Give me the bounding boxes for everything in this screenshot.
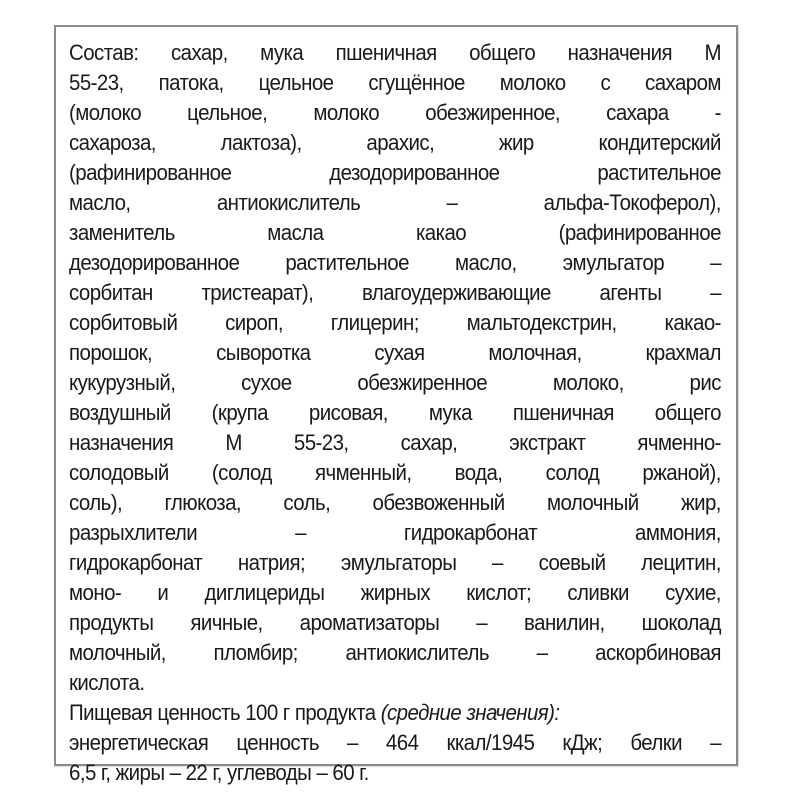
composition-line: разрыхлители – гидрокарбонат аммония, xyxy=(69,520,721,545)
ingredients-text xyxy=(69,38,721,788)
composition-line: соль), глюкоза, соль, обезвоженный молочный жир, xyxy=(69,490,721,515)
composition-line: молочный, пломбир; антиокислитель – аскорбиновая xyxy=(69,640,721,665)
composition-line: 55-23, патока, цельное сгущённое молоко с сахаром xyxy=(69,70,721,95)
nutrition-heading-text: Пищевая ценность 100 г продукта xyxy=(69,700,381,725)
composition-line: кислота. xyxy=(69,670,145,695)
composition-line: сорбитан тристеарат), влагоудерживающие агенты – xyxy=(69,280,721,305)
nutrition-energy-line: энергетическая ценность – 464 ккал/1945 кДж; белки – xyxy=(69,730,721,755)
composition-line: назначения М 55-23, сахар, экстракт ячменно- xyxy=(69,430,721,455)
nutrition-heading-note: (средние значения): xyxy=(380,700,560,725)
composition-line: сахароза, лактоза), арахис, жир кондитерский xyxy=(69,130,721,155)
composition-line: моно- и диглицериды жирных кислот; сливки сухие, xyxy=(69,580,721,605)
nutrition-heading xyxy=(69,698,721,728)
composition-line: (молоко цельное, молоко обезжиренное, сахара - xyxy=(69,100,721,125)
composition-line: дезодорированное растительное масло, эмульгатор – xyxy=(69,250,721,275)
composition-line: Состав: сахар, мука пшеничная общего назначения М xyxy=(69,40,721,65)
composition-line: заменитель масла какао (рафинированное xyxy=(69,220,721,245)
composition-line: кукурузный, сухое обезжиренное молоко, рис xyxy=(69,370,721,395)
composition-line: продукты яичные, ароматизаторы – ванилин, шоколад xyxy=(69,610,721,635)
ingredients-label-box xyxy=(54,25,738,785)
composition-line: сорбитовый сироп, глицерин; мальтодекстрин, какао- xyxy=(69,310,721,335)
composition-line: гидрокарбонат натрия; эмульгаторы – соевый лецитин, xyxy=(69,550,721,575)
composition-line: воздушный (крупа рисовая, мука пшеничная общего xyxy=(69,400,721,425)
composition-line: солодовый (солод ячменный, вода, солод ржаной), xyxy=(69,460,721,485)
nutrition-macros-line: 6,5 г, жиры – 22 г, углеводы – 60 г. xyxy=(69,760,369,785)
composition-line: (рафинированное дезодорированное растительное xyxy=(69,160,721,185)
composition-line: порошок, сыворотка сухая молочная, крахмал xyxy=(69,340,721,365)
composition-line: масло, антиокислитель – альфа-Токоферол), xyxy=(69,190,721,215)
